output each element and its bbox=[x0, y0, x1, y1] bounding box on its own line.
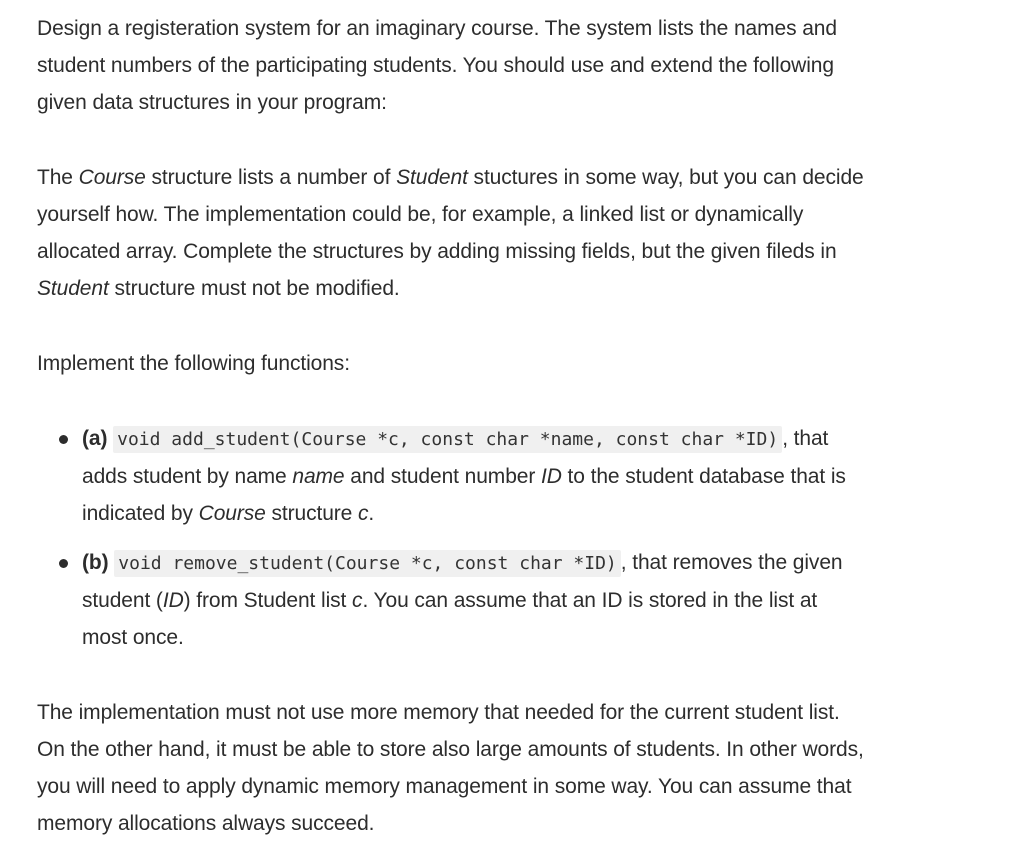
bullet-icon bbox=[59, 559, 68, 568]
emphasis: Course bbox=[198, 502, 266, 525]
text: stuctures in some way, but you can decide yourself how. The implementation could be, for example, a linked list or dynamically allocated array. Complete the structures by adding missing fields, but the given fileds in bbox=[37, 166, 864, 263]
function-list bbox=[37, 420, 867, 656]
code-signature: void remove_student(Course *c, const char *ID) bbox=[114, 550, 621, 577]
emphasis: c bbox=[352, 589, 363, 612]
list-item-add-student bbox=[37, 420, 867, 532]
student-term: Student bbox=[396, 166, 468, 189]
course-term: Course bbox=[78, 166, 146, 189]
text: to the student database that is indicated by bbox=[82, 465, 846, 525]
emphasis: ID bbox=[540, 465, 562, 488]
text: structure must not be modified. bbox=[108, 277, 400, 300]
functions-heading: Implement the following functions: bbox=[37, 352, 350, 375]
text: The bbox=[37, 166, 79, 189]
spacer bbox=[37, 307, 867, 345]
spacer bbox=[37, 121, 867, 159]
intro-paragraph: Design a registeration system for an imaginary course. The system lists the names and student numbers of the participating students. You should use and extend the following given data structures in your program: bbox=[37, 17, 837, 114]
text: and student number bbox=[344, 465, 541, 488]
text: , that adds student by name bbox=[82, 427, 829, 488]
assignment-document bbox=[37, 10, 867, 842]
structure-paragraph bbox=[37, 159, 867, 307]
bullet-icon bbox=[59, 435, 68, 444]
student-term: Student bbox=[37, 277, 109, 300]
memory-paragraph: The implementation must not use more memory that needed for the current student list. On the other hand, it must be able to store also large amounts of students. In other words, you will need to apply dynamic memory management in some way. You can assume that memory allocations always succeed. bbox=[37, 701, 864, 835]
emphasis: name bbox=[292, 465, 345, 488]
spacer bbox=[37, 656, 867, 694]
spacer bbox=[37, 382, 867, 420]
text: structure bbox=[265, 502, 358, 525]
text: , that removes the given student ( bbox=[82, 551, 843, 612]
code-signature: void add_student(Course *c, const char *name, const char *ID) bbox=[113, 426, 782, 453]
emphasis: ID bbox=[162, 589, 184, 612]
item-label: (b) bbox=[82, 551, 109, 574]
text: structure lists a number of bbox=[145, 166, 397, 189]
list-item-remove-student bbox=[37, 544, 867, 656]
text: . bbox=[368, 502, 375, 525]
text: ) from Student list bbox=[183, 589, 353, 612]
item-label: (a) bbox=[82, 427, 108, 450]
text: . You can assume that an ID is stored in the list at most once. bbox=[82, 589, 818, 649]
emphasis: c bbox=[358, 502, 369, 525]
